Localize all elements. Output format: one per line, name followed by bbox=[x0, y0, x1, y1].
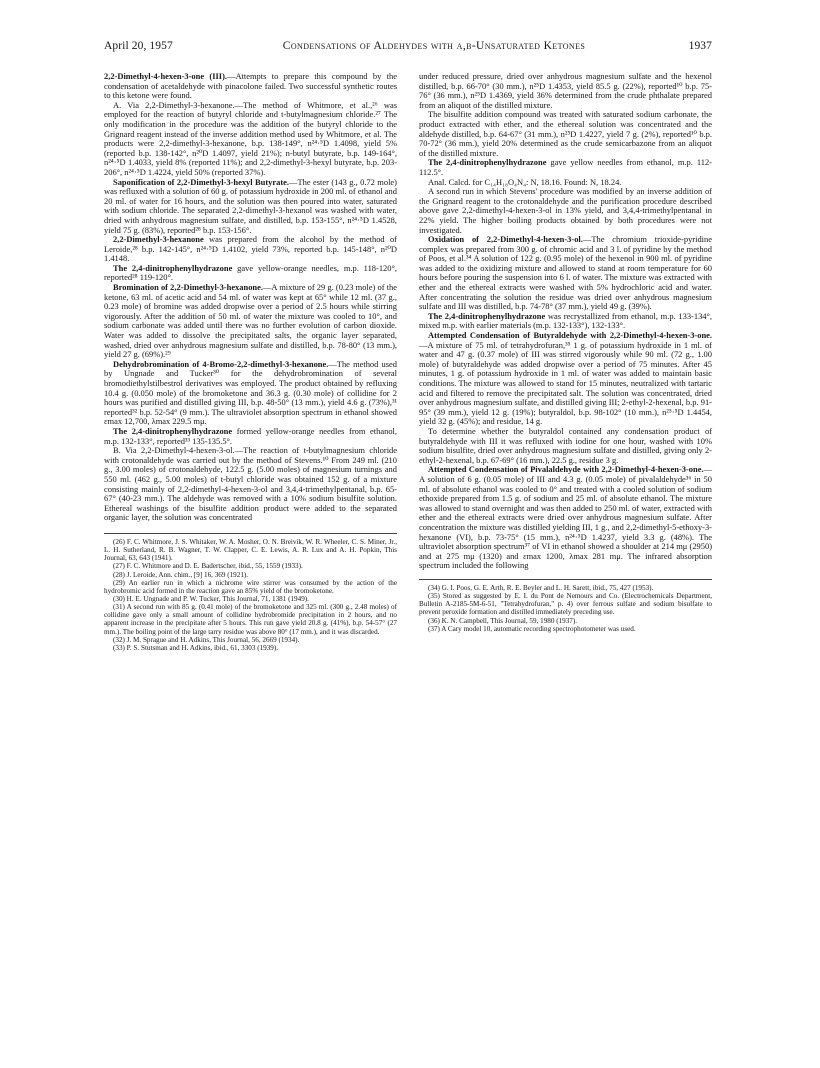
footnote: (29) An earlier run in which a nichrome wire stirrer was consumed by the action of the hydrobromic acid formed in the reaction gave an 85% yield of the bromoketone. bbox=[104, 578, 397, 595]
paragraph-text: —A solution of 6 g. (0.05 mole) of III and 4.3 g. (0.05 mole) of pivalaldehyde³⁶ in 50 ml. of absolute ethanol was cooled to 0° and treated with a cooled solution of sodium ethoxide prepared from 1.5 g. of sodium and 25 ml. of absolute ethanol. The mixture was allowed to stand overnight and was then added to 250 ml. of water, extracted with ether and the ethereal extracts were dried over anhydrous magnesium sulfate. After concentration the mixture was distilled yielding III, 1 g., and 2,2-dimethyl-5-ethoxy-3-hexanone (VI), b.p. 73-75° (15 mm.), n²⁴·⁵D 1.4237, yield 3.3 g. (48%). The ultraviolet absorption spectrum³⁷ of VI in ethanol showed a shoulder at 214 mμ (2950) and at 275 mμ (1320) and εmax 1200, λmax 281 mμ. The infrared absorption spectrum included the following bbox=[419, 464, 712, 571]
paragraph bbox=[104, 427, 397, 446]
section-heading: Saponification of 2,2-Dimethyl-3-hexyl Butyrate. bbox=[113, 176, 290, 187]
page-number: 1937 bbox=[688, 40, 712, 52]
section-heading: 2,2-Dimethyl-4-hexen-3-one (III). bbox=[104, 71, 228, 81]
paragraph-text: gave yellow needles from ethanol, m.p. 112-112.5°. bbox=[419, 157, 712, 177]
paragraph-text: B. Via 2,2-Dimethyl-4-hexen-3-ol.—The reaction of t-butylmagnesium chloride with crotonaldehyde was carried out by the method of Stevens.¹⁰ From 249 ml. (210 g., 3.00 moles) of crotonaldehyde, 122.5 g. (5.00 moles) of magnesium turnings and 550 ml. (462 g., 5.00 moles) of t-butyl chloride was obtained 152 g. of a mixture consisting mainly of 2,2-dimethyl-4-hexen-3-ol and 3,4,4-trimethylpentanal, b.p. 65-67° (40-23 mm.). The aldehyde was removed with a 10% sodium bisulfite solution. Ethereal washings of the bisulfite addition product were added to the separated organic layer, the solution was concentrated bbox=[104, 445, 397, 523]
left-footnote-list bbox=[104, 538, 397, 652]
paragraph-text: The bisulfite addition compound was treated with saturated sodium carbonate, the product extracted with ether, and the ethereal solution was concentrated and the aldehyde distilled, b.p. 64-67° (31 mm.), n²⁵D 1.4227, yield 7 g. (2%), reported¹⁰ b.p. 70-72° (36 mm.), yield 20% determined as the crude semicarbazone from an aliquot of the distilled mixture. bbox=[419, 109, 712, 158]
footnote: (28) J. Leroide, Ann. chim., [9] 16, 369 (1921). bbox=[113, 570, 249, 579]
section-heading: Oxidation of 2,2-Dimethyl-4-hexen-3-ol. bbox=[428, 234, 583, 245]
paragraph-text: A. Via 2,2-Dimethyl-3-hexanone.—The method of Whitmore, et al.,²⁶ was employed for the reaction of butyryl chloride and t-butylmagnesium chloride.²⁷ The only modification in the procedure was the addition of the butyryl chloride to the Grignard reagent instead of the inverse addition method used by Whitmore, et al. The products were 2,2-dimethyl-3-hexanone, b.p. 138-149°, n²⁴·⁵D 1.4098, yield 5% (reported b.p. 138-142°, n²⁰D 1.4097, yield 21%); n-butyl butyrate, b.p. 149-164°, n²⁴·⁵D 1.4033, yield 8% (reported 11%); and 2,2-dimethyl-3-hexyl butyrate, b.p. 203-206°, n²⁴·⁵D 1.4224, yield 50% (reported 37%). bbox=[104, 99, 397, 177]
footnote: (30) H. E. Ungnade and P. W. Tucker, This Journal, 71, 1381 (1949). bbox=[113, 595, 309, 603]
footnote: (33) P. S. Stutsman and H. Adkins, ibid., 61, 3303 (1939). bbox=[113, 643, 279, 652]
section-heading: The 2,4-dinitrophenylhydrazone bbox=[113, 425, 233, 436]
right-footnote-list bbox=[419, 584, 712, 633]
paragraph bbox=[104, 360, 397, 427]
paragraph-text: was prepared from the alcohol by the method of Leroide,²⁸ b.p. 142-145°, n²⁴·⁵D 1.4102, yield 73%, reported b.p. 145-148°, n²⁰D 1.4148. bbox=[104, 234, 397, 264]
paragraph bbox=[419, 187, 712, 235]
footnote: (26) F. C. Whitmore, J. S. Whitaker, W. A. Mosher, O. N. Breivik, W. R. Wheeler, C. S. Miner, Jr., L. H. Sutherland, R. B. Wagner, T. W. Clapper, C. E. Lewis, A. R. Lux and A. H. Popkin, This Journal, 63, 643 (1941). bbox=[104, 537, 397, 563]
left-column-body bbox=[104, 72, 397, 523]
section-heading: The 2,4-dinitrophenylhydrazone bbox=[113, 262, 233, 273]
footnote-rule bbox=[104, 533, 397, 534]
paragraph-text: —The chromium trioxide-pyridine complex was prepared from 300 g. of chromic acid and 3 l. of pyridine by the method of Poos, et al.³⁴ A solution of 122 g. (0.95 mole) of the hexenol in 900 ml. of pyridine was added to the oxidizing mixture and allowed to stand at room temperature for 60 hours before pouring the suspension into 6 l. of water. The mixture was extracted with ether and the ethereal extracts were washed with 5% hydrochloric acid and water. After concentrating the solution the residue was dried over anhydrous magnesium sulfate and III was distilled, b.p. 74-78° (37 mm.), yield 49 g. (39%). bbox=[419, 234, 712, 312]
footnote: (36) K. N. Campbell, This Journal, 59, 1980 (1937). bbox=[428, 616, 578, 625]
header-date: April 20, 1957 bbox=[104, 40, 173, 52]
section-heading: Bromination of 2,2-Dimethyl-3-hexanone. bbox=[113, 282, 263, 293]
paragraph-text: Anal. Calcd. for C₁₄H₁₈O₄N₄: N, 18.16. Found: N, 18.24. bbox=[428, 176, 622, 187]
section-heading: Attempted Condensation of Butyraldehyde with 2,2-Dimethyl-4-hexen-3-one. bbox=[428, 330, 712, 341]
header-title: Condensations of Aldehydes with α,β-Unsaturated Ketones bbox=[282, 40, 586, 52]
right-footnotes bbox=[419, 579, 712, 633]
running-header bbox=[104, 40, 712, 54]
right-column bbox=[419, 72, 712, 633]
paragraph-text: formed yellow-orange needles from ethanol, m.p. 132-133°, reported³³ 135-135.5°. bbox=[104, 425, 397, 446]
paragraph bbox=[419, 72, 712, 110]
paragraph-text: —The ester (143 g., 0.72 mole) was refluxed with a solution of 60 g. of potassium hydroxide in 200 ml. of ethanol and 20 ml. of water for 16 hours, and the solution was then poured into water, saturated with sodium chloride. The separated 2,2-dimethyl-3-hexanol was washed with water, dried with anhydrous magnesium sulfate, and distilled, b.p. 153-155°, n²⁴·⁵D 1.4528, yield 75 g. (83%), reported²⁸ b.p. 153-156°. bbox=[104, 176, 397, 235]
section-heading: 2,2-Dimethyl-3-hexanone bbox=[113, 234, 204, 245]
paragraph-text: —Attempts to prepare this compound by the condensation of acetaldehyde with pinacolone failed. Two successful synthetic routes to this ketone were found. bbox=[104, 71, 397, 101]
paragraph-text: To determine whether the butyraldol contained any condensation product of butyraldehyde with III it was refluxed with iodine for one hour, washed with 10% sodium bisulfite, dried over anhydrous magnesium sulfate and distilled, giving only 2-ethyl-2-hexenal, b.p. 67-69° (16 mm.), 22.5 g., residue 3 g. bbox=[419, 425, 712, 465]
paragraph bbox=[104, 178, 397, 236]
paragraph bbox=[104, 283, 397, 360]
paragraph-text: gave yellow-orange needles, m.p. 118-120°, reported²⁸ 119-120°. bbox=[104, 262, 397, 283]
paragraph bbox=[104, 72, 397, 101]
paragraph bbox=[419, 331, 712, 427]
section-heading: The 2,4-dinitrophenylhydrazone bbox=[428, 310, 546, 321]
footnote-rule bbox=[419, 579, 712, 580]
paragraph bbox=[419, 235, 712, 312]
paragraph bbox=[419, 158, 712, 177]
paragraph bbox=[104, 235, 397, 264]
footnote: (37) A Cary model 10, automatic recording spectrophotometer was used. bbox=[428, 624, 636, 633]
footnote: (34) G. I. Poos, G. E. Arth, R. E. Beyler and L. H. Sarett, ibid., 75, 427 (1953). bbox=[428, 583, 654, 592]
section-heading: The 2,4-dinitrophenylhydrazone bbox=[428, 157, 547, 168]
footnote: (32) J. M. Sprague and H. Adkins, This Journal, 56, 2669 (1934). bbox=[113, 635, 300, 644]
footnote: (31) A second run with 85 g. (0.41 mole) of the bromoketone and 325 ml. (300 g., 2.48 moles) of collidine gave only a small amount of collidine hydrobromide precipitation in 2 hours, and no apparent increase in the precipitate after 5 hours. This run gave yield 20.8 g. (41%), b.p. 54-57° (27 mm.). The boiling point of the large tarry residue was above 80° (17 mm.), and it was discarded. bbox=[104, 603, 397, 636]
paragraph-text: A second run in which Stevens' procedure was modified by an inverse addition of the Grignard reagent to the crotonaldehyde and the purification procedure described above gave 2,2-dimethyl-4-hexen-3-ol in 13% yield, and 3,4,4-trimethylpentanal in 22% yield. The higher boiling products obtained by both procedures were not investigated. bbox=[419, 186, 712, 235]
paragraph bbox=[419, 465, 712, 571]
paragraph-text: —A mixture of 29 g. (0.23 mole) of the ketone, 63 ml. of acetic acid and 54 ml. of water was kept at 65° while 12 ml. (37 g., 0.23 mole) of bromine was added dropwise over a period of 2.5 hours while stirring vigorously. After the addition of 50 ml. of water the mixture was cooled to 10°, and sodium carbonate was added until there was no further evolution of carbon dioxide. Water was added to dissolve the precipitated salts, the organic layer separated, washed, dried over anhydrous magnesium sulfate and distilled, b.p. 78-80° (13 mm.), yield 27 g. (69%).²⁹ bbox=[104, 282, 398, 360]
paragraph-text: —A mixture of 75 ml. of tetrahydrofuran,³⁵ 1 g. of potassium hydroxide in 1 ml. of water and 47 g. (0.37 mole) of III was stirred vigorously while 90 ml. (72 g., 1.00 mole) of butyraldehyde was added dropwise over a period of 75 minutes. After 45 minutes, 1 g. of potassium hydroxide in 1 ml. of water was added to maintain basic conditions. The mixture was allowed to stand for 15 minutes, neutralized with tartaric acid and filtered to remove the precipitated salt. The solution was concentrated, dried over anhydrous magnesium sulfate, and distilled giving III; 2-ethyl-2-hexenal, b.p. 91-95° (39 mm.), yield 12 g. (19%); butyraldol, b.p. 98-102° (10 mm.), n²⁵·⁵D 1.4454, yield 32 g. (45%); and residue, 14 g. bbox=[419, 339, 712, 427]
left-column bbox=[104, 72, 397, 652]
left-footnotes bbox=[104, 533, 397, 652]
paragraph bbox=[419, 110, 712, 158]
section-heading: Attempted Condensation of Pivalaldehyde with 2,2-Dimethyl-4-hexen-3-one. bbox=[428, 464, 704, 475]
paragraph bbox=[419, 312, 712, 331]
paragraph-text: under reduced pressure, dried over anhydrous magnesium sulfate and the hexenol distilled, b.p. 66-70° (30 mm.), n²⁵D 1.4353, yield 85.5 g. (22%), reported¹⁰ b.p. 75-76° (36 mm.), n²⁵D 1.4369, yield 36% determined from the crude phthalate prepared from an aliquot of the distilled mixture. bbox=[419, 71, 712, 110]
paragraph bbox=[104, 264, 397, 283]
section-heading: Dehydrobromination of 4-Bromo-2,2-dimethyl-3-hexanone. bbox=[113, 358, 329, 369]
paragraph bbox=[104, 446, 397, 523]
paragraph bbox=[104, 101, 397, 178]
paragraph-text: was recrystallized from ethanol, m.p. 133-134°, mixed m.p. with earlier materials (m.p. 132-133°), 132-133°. bbox=[419, 310, 712, 331]
footnote: (27) F. C. Whitmore and D. E. Badertscher, ibid., 55, 1559 (1933). bbox=[113, 562, 303, 571]
right-column-body bbox=[419, 72, 712, 571]
paragraph bbox=[419, 427, 712, 465]
footnote: (35) Stored as suggested by E. I. du Pont de Nemours and Co. (Electrochemicals Department, Bulletin A-2185-5M-6-51, "Tetrahydrofuran," p. 4) over ferrous sulfate and sodium bisulfate to prevent peroxide formation and distilled immediately preceding use. bbox=[419, 592, 712, 617]
paragraph-text: —The method used by Ungnade and Tucker³⁰ for the dehydrobromination of several bromodiethylstilbestrol derivatives was employed. The product obtained by refluxing 10.4 g. (0.050 mole) of the bromoketone and 36.3 g. (0.30 mole) of collidine for 2 hours was purified and distilled giving III, b.p. 48-50° (13 mm.), yield 4.6 g. (73%),³¹ reported³² b.p. 52-54° (9 mm.). The ultraviolet absorption spectrum in ethanol showed εmax 12,700, λmax 229.5 mμ. bbox=[104, 358, 397, 427]
